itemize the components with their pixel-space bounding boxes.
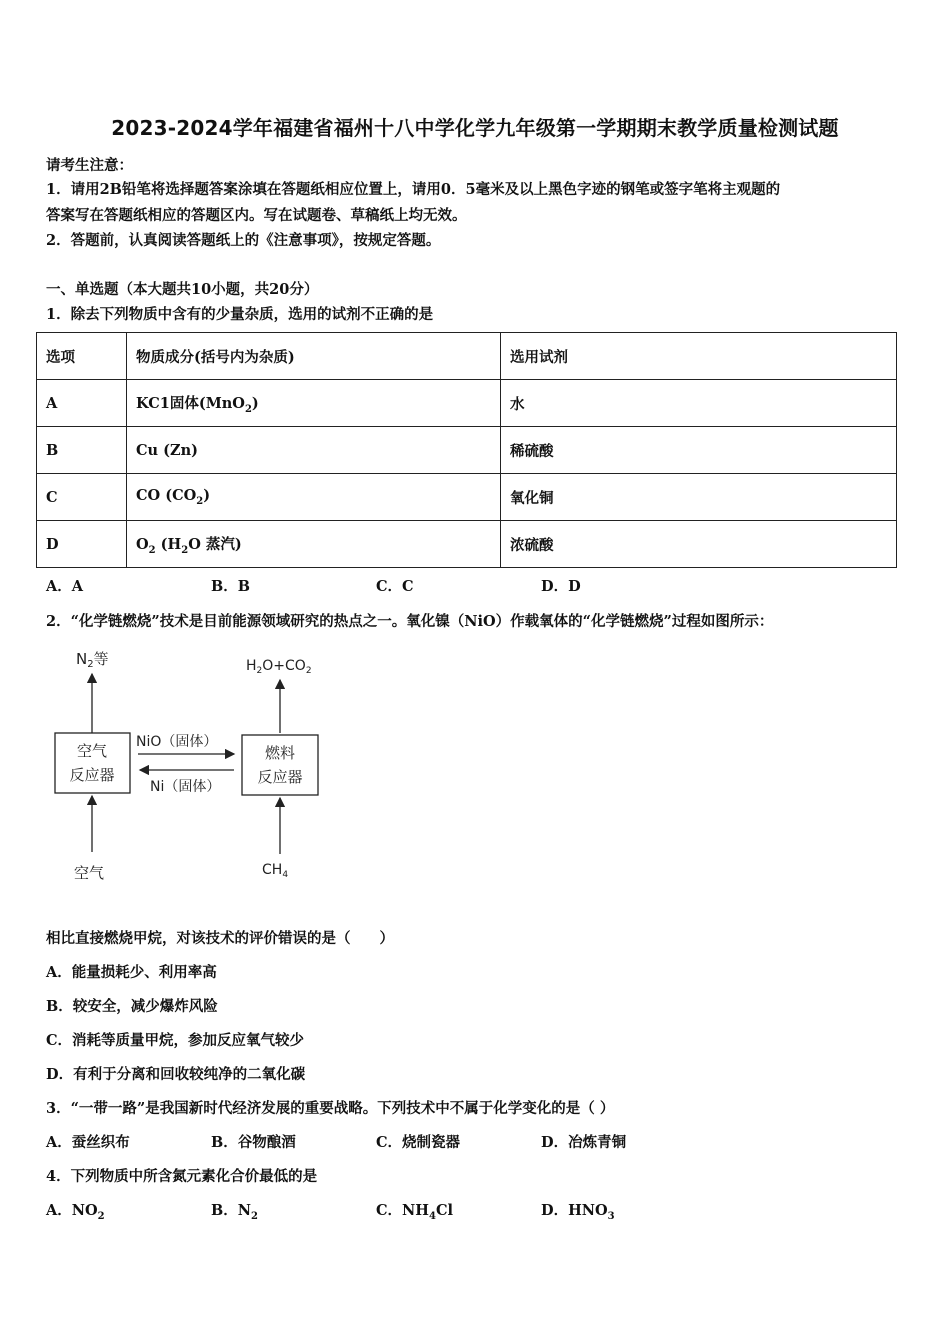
- q1-option-c[interactable]: C．C: [376, 578, 414, 595]
- label-h2o-co2: $H_2O+CO_2$: [246, 658, 312, 676]
- question-4-stem: 4．下列物质中所含氮元素化合价最低的是: [46, 1168, 318, 1185]
- label-air: 空气: [74, 864, 105, 882]
- section-heading: 一、单选题（本大题共10小题，共20分）: [46, 281, 319, 298]
- table-cell-option: B: [37, 427, 127, 474]
- q4-option-b[interactable]: B．$N_2$: [211, 1202, 258, 1222]
- table-cell-option: D: [37, 521, 127, 568]
- question-1-stem: 1．除去下列物质中含有的少量杂质，选用的试剂不正确的是: [46, 306, 434, 323]
- q2-option-b[interactable]: B．较安全，减少爆炸风险: [46, 998, 218, 1015]
- chemical-looping-diagram: [40, 640, 340, 890]
- table-cell-option: A: [37, 380, 127, 427]
- label-nio-solid: NiO（固体）: [136, 734, 218, 750]
- q2-option-a[interactable]: A．能量损耗少、利用率高: [46, 964, 217, 981]
- air-reactor-line2: 反应器: [69, 766, 115, 784]
- q2-option-c[interactable]: C．消耗等质量甲烷，参加反应氧气较少: [46, 1032, 305, 1049]
- q1-option-b[interactable]: B．B: [211, 578, 251, 595]
- question-2-stem: 2．“化学链燃烧”技术是目前能源领域研究的热点之一。氧化镍（NiO）作载氧体的“化学链燃烧”过程如图所示：: [46, 613, 774, 630]
- question-3-stem: 3．“一带一路”是我国新时代经济发展的重要战略。下列技术中不属于化学变化的是（ ）: [46, 1100, 615, 1117]
- q1-option-a[interactable]: A．A: [46, 578, 84, 595]
- table-row: [37, 474, 897, 521]
- fuel-reactor-line2: 反应器: [257, 768, 303, 786]
- table-cell-reagent: 氧化铜: [501, 474, 897, 521]
- q4-option-c[interactable]: C．$NH_4Cl$: [376, 1202, 454, 1222]
- question-1-table: [36, 332, 897, 568]
- q3-option-b[interactable]: B．谷物酿酒: [211, 1134, 296, 1151]
- table-header-cell: 选用试剂: [501, 333, 897, 380]
- table-row: [37, 521, 897, 568]
- label-n2-etc: $N_2$等: [76, 650, 109, 670]
- q3-option-a[interactable]: A．蚕丝织布: [46, 1134, 130, 1151]
- air-reactor-line1: 空气: [76, 742, 108, 760]
- q4-option-d[interactable]: D．$HNO_3$: [541, 1202, 615, 1222]
- notice-line-1: 1．请用2B铅笔将选择题答案涂填在答题纸相应位置上，请用0．5毫米及以上黑色字迹的钢笔或签字笔将主观题的: [46, 181, 781, 198]
- table-cell-reagent: 水: [501, 380, 897, 427]
- q1-option-d[interactable]: D．D: [541, 578, 581, 595]
- q2-option-d[interactable]: D．有利于分离和回收较纯净的二氧化碳: [46, 1066, 306, 1083]
- fuel-reactor-line1: 燃料: [264, 744, 296, 762]
- table-header-cell: 物质成分(括号内为杂质): [127, 333, 501, 380]
- table-row: [37, 427, 897, 474]
- label-ni-solid: Ni（固体）: [150, 779, 221, 795]
- table-row: [37, 380, 897, 427]
- notice-line-1-cont: 答案写在答题纸相应的答题区内。写在试题卷、草稿纸上均无效。: [46, 207, 467, 224]
- table-cell-option: C: [37, 474, 127, 521]
- table-cell-substance: CO $(CO_2)$: [127, 474, 501, 521]
- label-ch4: $CH_4$: [262, 862, 289, 880]
- table-cell-substance: $O_2$ ($H_2O$ 蒸汽): [127, 521, 501, 568]
- notice-heading: 请考生注意：: [46, 157, 133, 174]
- table-cell-substance: Cu (Zn): [127, 427, 501, 474]
- question-2-prompt: 相比直接燃烧甲烷，对该技术的评价错误的是（ ）: [46, 930, 394, 947]
- table-cell-reagent: 浓硫酸: [501, 521, 897, 568]
- page-title: 2023-2024学年福建省福州十八中学化学九年级第一学期期末教学质量检测试题: [111, 116, 839, 140]
- table-header-cell: 选项: [37, 333, 127, 380]
- table-header-row: [37, 333, 897, 380]
- notice-line-2: 2．答题前，认真阅读答题纸上的《注意事项》，按规定答题。: [46, 232, 441, 249]
- table-cell-reagent: 稀硫酸: [501, 427, 897, 474]
- q4-option-a[interactable]: A．$NO_2$: [46, 1202, 105, 1222]
- table-cell-substance: KC1固体(MnO$_2$): [127, 380, 501, 427]
- q3-option-c[interactable]: C．烧制瓷器: [376, 1134, 461, 1151]
- q3-option-d[interactable]: D．冶炼青铜: [541, 1134, 627, 1151]
